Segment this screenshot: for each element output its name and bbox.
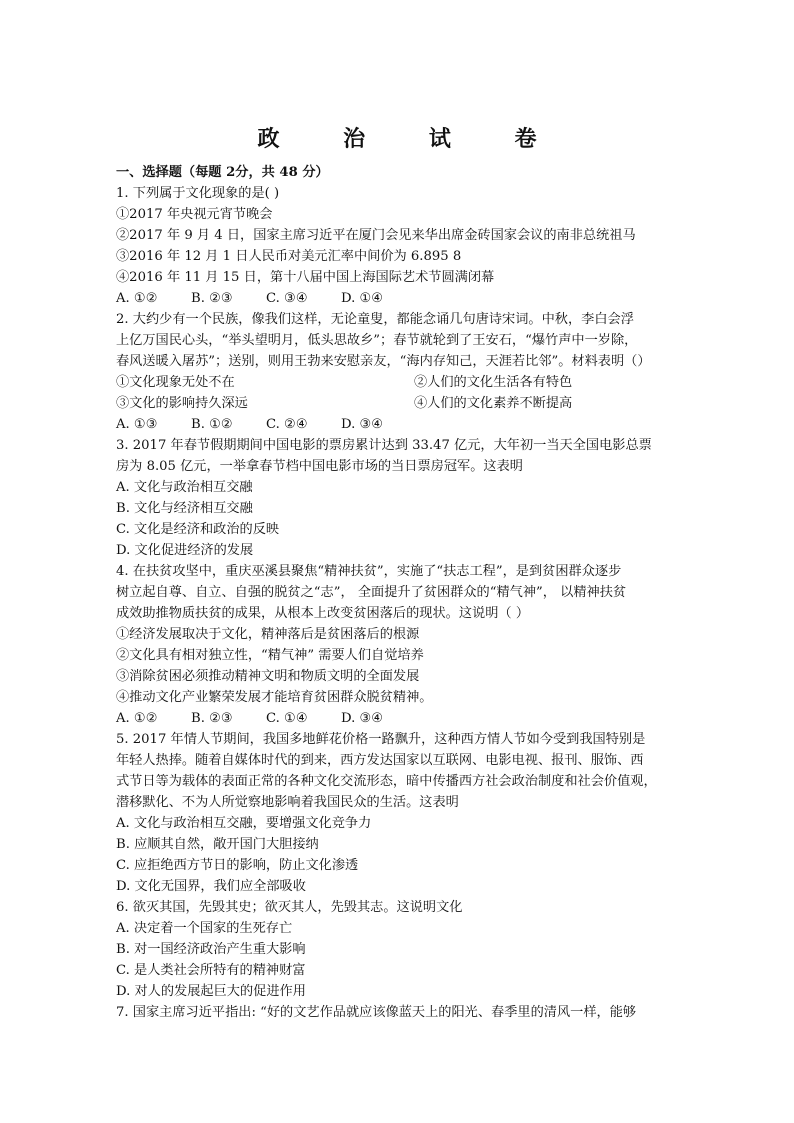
question-3-option: A. 文化与政治相互交融 — [116, 480, 253, 495]
question-3-option: B. 文化与经济相互交融 — [116, 501, 253, 516]
option-b: B. ②③ — [191, 291, 233, 306]
question-2-stem: 2. 大约少有一个民族，像我们这样，无论童叟，都能念诵几句唐诗宋词。中秋，李白会浮 — [116, 312, 634, 327]
question-5-stem: 潜移默化、不为人所觉察地影响着我国民众的生活。这表明 — [116, 795, 459, 810]
question-4-options — [116, 708, 688, 729]
question-5-option: D. 文化无国界，我们应全部吸收 — [116, 879, 306, 894]
question-2-options — [116, 414, 688, 435]
question-4-stem: 成效助推物质扶贫的成果，从根本上改变贫困落后的现状。这说明（ ） — [116, 606, 530, 621]
question-4-item: ③消除贫困必须推动精神文明和物质文明的全面发展 — [116, 669, 420, 684]
question-2-item: ④人们的文化素养不断提高 — [414, 396, 573, 411]
question-1-stem: 1. 下列属于文化现象的是( ) — [116, 186, 280, 201]
question-1-item: ①2017 年央视元宵节晚会 — [116, 207, 273, 222]
question-5-stem: 年轻人热捧。随着自媒体时代的到来，西方发达国家以互联网、电影电视、报刊、服饰、西 — [116, 753, 644, 768]
option-c: C. ③④ — [266, 291, 308, 306]
question-1-item: ④2016 年 11 月 15 日，第十八届中国上海国际艺术节圆满闭幕 — [116, 270, 495, 285]
question-5-option: C. 应拒绝西方节日的影响，防止文化渗透 — [116, 858, 359, 873]
option-a: A. ①② — [116, 711, 158, 726]
question-2-item: ①文化现象无处不在 — [116, 375, 235, 390]
exam-content — [116, 162, 688, 1023]
section-heading: 一、选择题（每题 2分，共 48 分） — [116, 165, 329, 180]
question-7-stem: 7. 国家主席习近平指出: “好的文艺作品就应该像蓝天上的阳光、春季里的清风一样，能够 — [116, 1005, 637, 1020]
option-c: C. ①④ — [266, 711, 308, 726]
question-3-option: D. 文化促进经济的发展 — [116, 543, 254, 558]
question-3-option: C. 文化是经济和政治的反映 — [116, 522, 280, 537]
question-4-stem: 树立起自尊、自立、自强的脱贫之“志”， 全面提升了贫困群众的“精气神”， 以精神扶贫 — [116, 585, 627, 600]
option-a: A. ①② — [116, 291, 158, 306]
question-2-stem: 春风送暖入屠苏”；送别，则用王勃来安慰亲友，“海内存知己，天涯若比邻”。材料表明（） — [116, 354, 651, 369]
question-6-option: C. 是人类社会所特有的精神财富 — [116, 963, 306, 978]
question-2-item: ③文化的影响持久深远 — [116, 396, 248, 411]
question-5-stem: 5. 2017 年情人节期间，我国多地鲜花价格一路飘升，这种西方情人节如今受到我国特别是 — [116, 732, 646, 747]
question-4-stem: 4. 在扶贫攻坚中，重庆巫溪县聚焦“精神扶贫”，实施了“扶志工程”，是到贫困群众逐步 — [116, 564, 622, 579]
question-2-items-row — [116, 393, 688, 414]
question-4-item: ①经济发展取决于文化，精神落后是贫困落后的根源 — [116, 627, 420, 642]
option-b: B. ②③ — [191, 711, 233, 726]
option-b: B. ①② — [191, 417, 233, 432]
option-d: D. ③④ — [341, 711, 384, 726]
question-4-item: ④推动文化产业繁荣发展才能培育贫困群众脱贫精神。 — [116, 690, 433, 705]
question-1-item: ②2017 年 9 月 4 日，国家主席习近平在厦门会见来华出席金砖国家会议的南非总统祖马 — [116, 228, 636, 243]
question-6-stem: 6. 欲灭其国，先毁其史；欲灭其人，先毁其志。这说明文化 — [116, 900, 463, 915]
question-3-stem: 3. 2017 年春节假期期间中国电影的票房累计达到 33.47 亿元，大年初一当天全国电影总票 — [116, 438, 652, 453]
page-title: 政 治 试 卷 — [257, 126, 565, 152]
question-1-options — [116, 288, 688, 309]
question-5-option: B. 应顺其自然，敞开国门大胆接纳 — [116, 837, 319, 852]
question-5-stem: 式节日等为载体的表面正常的各种文化交流形态，暗中传播西方社会政治制度和社会价值观， — [116, 774, 657, 789]
question-6-option: B. 对一国经济政治产生重大影响 — [116, 942, 306, 957]
option-c: C. ②④ — [266, 417, 308, 432]
question-6-option: A. 决定着一个国家的生死存亡 — [116, 921, 293, 936]
question-2-stem: 上亿万国民心头，“举头望明月，低头思故乡”；春节就轮到了王安石，“爆竹声中一岁除， — [116, 333, 638, 348]
option-a: A. ①③ — [116, 417, 158, 432]
question-3-stem: 房为 8.05 亿元，一举拿春节档中国电影市场的当日票房冠军。这表明 — [116, 459, 523, 474]
option-d: D. ①④ — [341, 291, 384, 306]
question-2-item: ②人们的文化生活各有特色 — [414, 375, 573, 390]
question-2-items-row — [116, 372, 688, 393]
option-d: D. ③④ — [341, 417, 384, 432]
question-5-option: A. 文化与政治相互交融，要增强文化竞争力 — [116, 816, 372, 831]
question-1-item: ③2016 年 12 月 1 日人民币对美元汇率中间价为 6.895 8 — [116, 249, 462, 264]
question-6-option: D. 对人的发展起巨大的促进作用 — [116, 984, 306, 999]
question-4-item: ②文化具有相对独立性，“精气神” 需要人们自觉培养 — [116, 648, 424, 663]
